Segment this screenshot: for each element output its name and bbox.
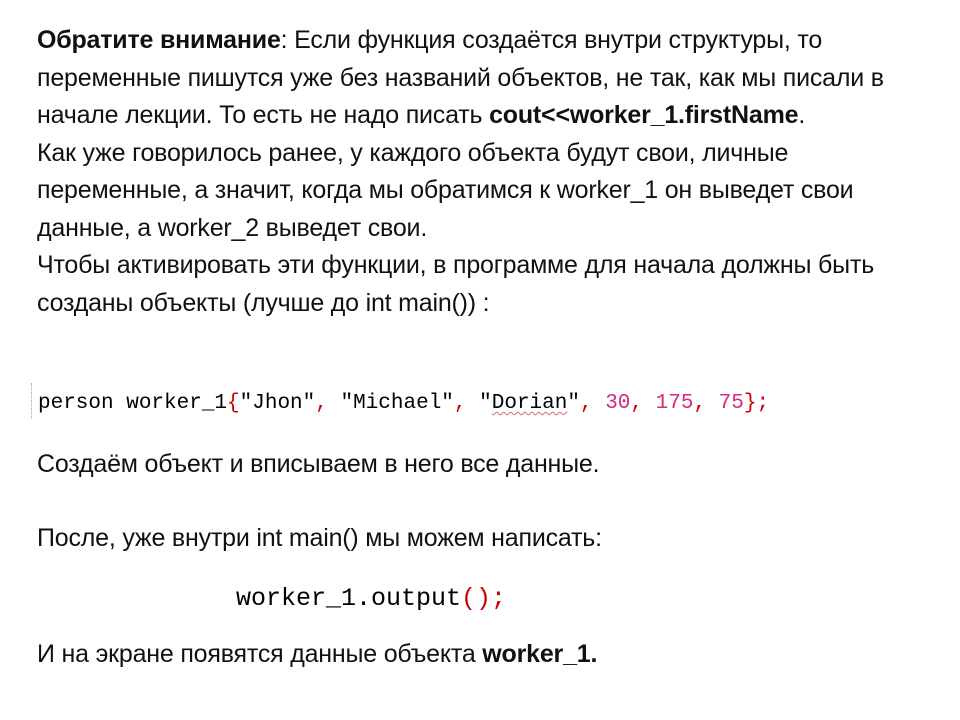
paragraph-create: Создаём объект и вписываем в него все данные. — [37, 450, 600, 478]
code-type-name: person worker_1 — [38, 392, 228, 415]
code-separator: , — [630, 392, 656, 415]
code-quote: " — [479, 392, 492, 415]
paragraph-final — [37, 636, 597, 673]
note-end: . — [798, 101, 806, 129]
code-arg-weight: 75 — [718, 392, 744, 415]
code-quote: " — [567, 392, 580, 415]
code-separator: , — [315, 392, 341, 415]
code-separator: , — [579, 392, 606, 415]
code-arg-age: 30 — [605, 392, 631, 415]
paragraph-note — [37, 22, 927, 135]
final-bold: worker_1. — [482, 640, 598, 668]
code-declaration — [38, 389, 769, 419]
note-lead: Обратите внимание — [37, 26, 281, 54]
explanation-text — [37, 22, 927, 322]
final-text: И на экране появятся данные объекта — [37, 640, 483, 668]
text-cursor-mark — [31, 383, 33, 419]
code-call-punct: (); — [461, 584, 507, 613]
code-arg-middlename: "Michael" — [340, 392, 454, 415]
code-arg-lastname: Dorian — [491, 392, 568, 415]
code-call-text: worker_1.output — [236, 584, 462, 613]
code-open-brace: { — [227, 392, 240, 415]
paragraph-objects: Как уже говорилось ранее, у каждого объекта будут свои, личные переменные, а значит, когда мы обратимся к worker_1 он выведет свои данные, а worker_2 выведет свои. — [37, 138, 854, 242]
code-arg-firstname: "Jhon" — [239, 392, 316, 415]
code-separator: , — [693, 392, 719, 415]
paragraph-after: После, уже внутри int main() мы можем написать: — [37, 524, 602, 552]
code-close: }; — [743, 392, 770, 415]
paragraph-activate: Чтобы активировать эти функции, в программе для начала должны быть созданы объекты (лучше до int main()) : — [37, 251, 875, 317]
note-code: cout<<worker_1.firstName — [489, 101, 799, 129]
code-separator: , — [453, 392, 480, 415]
code-arg-height: 175 — [655, 392, 694, 415]
note-text: : Если функция создаётся внутри структуры, то переменные пишутся уже без названий объектов, не так, как мы писали в начале лекции. То есть не надо писать — [37, 26, 884, 129]
code-call — [236, 582, 506, 616]
